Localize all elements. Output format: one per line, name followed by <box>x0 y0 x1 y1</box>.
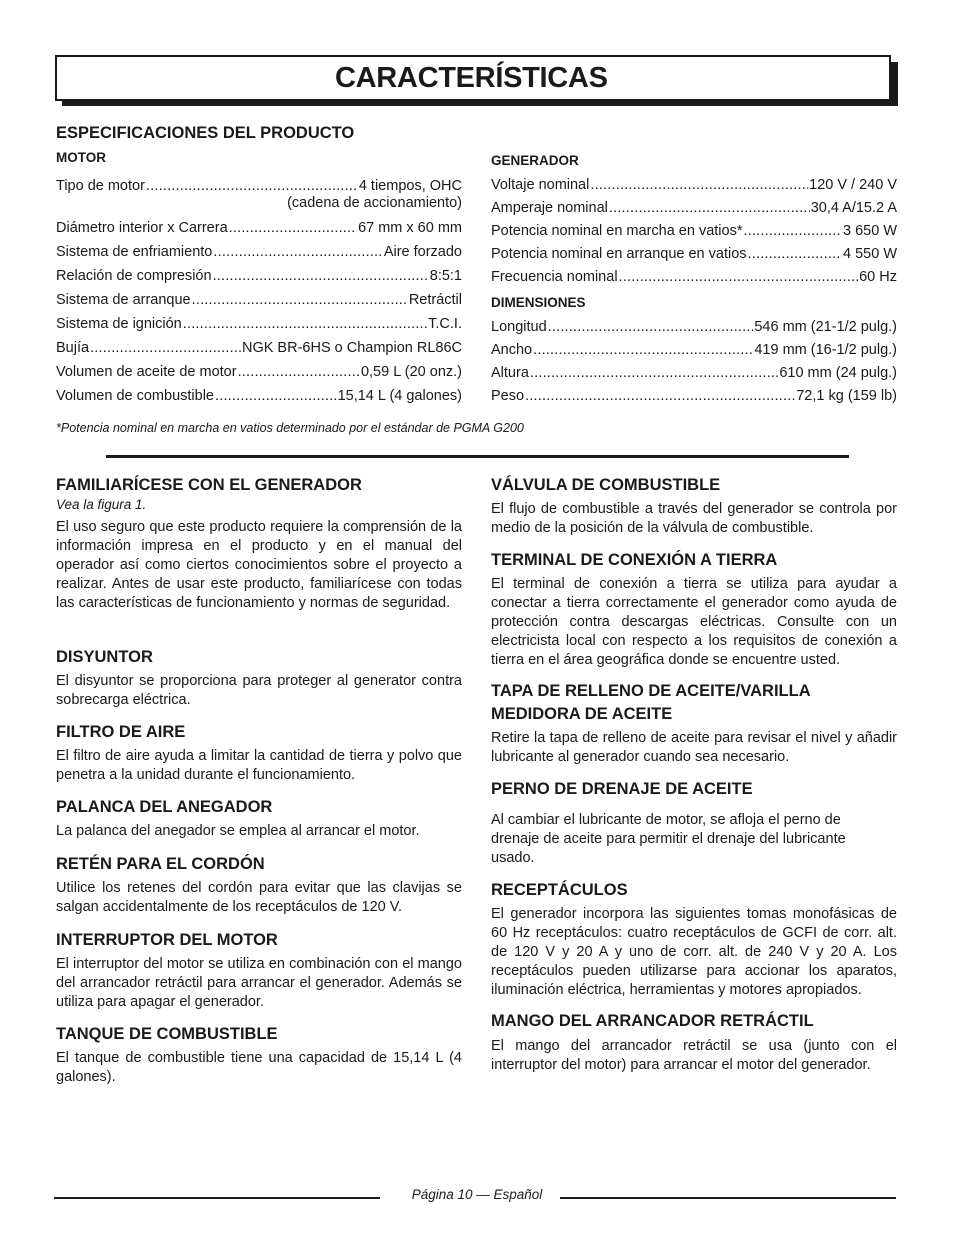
body-receptacles: El generador incorpora las siguientes tomas monofásicas de 60 Hz receptáculos: cuatro receptáculos de GCFI de corr. alt. de 120 V y 20 A y uno de corr. alt. de 240 V y 20 A. Los receptáculos pueden utilizarse para accionar los aparatos, iluminación eléctrica, herramientas y motores apropiados. <box>491 906 897 998</box>
spec-row-voltage <box>491 176 897 194</box>
heading-fuel-valve: VÁLVULA DE COMBUSTIBLE <box>491 476 721 494</box>
spec-value: 60 Hz <box>859 269 897 285</box>
heading-oil-fill-cap: TAPA DE RELLENO DE ACEITE/VARILLA MEDIDORA DE ACEITE <box>491 682 811 723</box>
spec-label: Amperaje nominal <box>491 200 608 216</box>
spec-value: NGK BR-6HS o Champion RL86C <box>241 340 462 356</box>
body-fuel-tank: El tanque de combustible tiene una capacidad de 15,14 L (4 galones). <box>56 1050 462 1085</box>
spec-value: 72,1 kg (159 lb) <box>796 388 897 404</box>
spec-row-weight <box>491 387 897 405</box>
spec-value: T.C.I. <box>428 316 462 332</box>
section-divider <box>106 455 849 458</box>
spec-value: 67 mm x 60 mm <box>358 220 462 236</box>
spec-value: Retráctil <box>408 292 462 308</box>
spec-label: Sistema de arranque <box>56 292 191 308</box>
spec-value: 30,4 A/15.2 A <box>810 200 897 216</box>
spec-row-amperage <box>491 199 897 217</box>
heading-oil-drain-bolt: PERNO DE DRENAJE DE ACEITE <box>491 780 753 798</box>
body-engine-switch: El interruptor del motor se utiliza en combinación con el mango del arrancador retráctil para arrancar el generador. Además se utiliza para apagar el generador. <box>56 956 462 1010</box>
spec-label: Longitud <box>491 319 547 335</box>
spec-value: 546 mm (21-1/2 pulg.) <box>754 319 897 335</box>
spec-label: Sistema de ignición <box>56 316 182 332</box>
spec-value: Aire forzado <box>383 244 462 260</box>
heading-circuit-breaker: DISYUNTOR <box>56 648 153 666</box>
body-fuel-valve: El flujo de combustible a través del generador se controla por medio de la posición de la válvula de combustible. <box>491 501 897 536</box>
spec-value: 4 550 W <box>843 246 897 262</box>
spec-row-starting-watts <box>491 245 897 263</box>
spec-row-frequency <box>491 268 897 286</box>
heading-ground-terminal: TERMINAL DE CONEXIÓN A TIERRA <box>491 551 778 569</box>
spec-label: Bujía <box>56 340 90 356</box>
spec-label: Peso <box>491 388 525 404</box>
spec-value: 3 650 W <box>843 223 897 239</box>
spec-row-running-watts <box>491 222 897 240</box>
spec-value: 610 mm (24 pulg.) <box>779 365 897 381</box>
spec-row-starting <box>56 291 462 309</box>
generator-heading: GENERADOR <box>491 153 579 168</box>
spec-label: Ancho <box>491 342 533 358</box>
spec-value: 8:5:1 <box>429 268 462 284</box>
specs-heading: ESPECIFICACIONES DEL PRODUCTO <box>56 124 355 142</box>
spec-row-height <box>491 364 897 382</box>
page-footer: Página 10 — Español <box>411 1187 543 1202</box>
spec-value: 4 tiempos, OHC <box>358 178 462 194</box>
spec-label: Potencia nominal en marcha en vatios* <box>491 223 743 239</box>
spec-row-compression <box>56 267 462 285</box>
heading-choke-lever: PALANCA DEL ANEGADOR <box>56 798 273 816</box>
spec-row-cooling <box>56 243 462 261</box>
spec-label: Relación de compresión <box>56 268 212 284</box>
spec-row-motor-type <box>56 177 462 195</box>
spec-value: 0,59 L (20 onz.) <box>360 364 462 380</box>
dimensions-heading: DIMENSIONES <box>491 295 586 310</box>
heading-familiarize: FAMILIARÍCESE CON EL GENERADOR <box>56 476 362 494</box>
spec-label: Potencia nominal en arranque en vatios <box>491 246 747 262</box>
spec-row-spark-plug <box>56 339 462 357</box>
page-title: CARACTERÍSTICAS <box>335 61 608 94</box>
spec-row-fuel-volume <box>56 387 462 405</box>
heading-engine-switch: INTERRUPTOR DEL MOTOR <box>56 931 278 949</box>
title-box <box>55 55 891 101</box>
body-ground-terminal: El terminal de conexión a tierra se utiliza para ayudar a conectar a tierra correctamente el generador como ayuda de protección contra descargas eléctricas. Consulte con un electricista local con respecto a los requisitos de conexión a tierra en el área geográfica donde se encuentre usted. <box>491 576 897 668</box>
spec-label: Volumen de aceite de motor <box>56 364 237 380</box>
spec-value: 120 V / 240 V <box>809 177 897 193</box>
spec-label: Diámetro interior x Carrera <box>56 220 228 236</box>
specs-footnote: *Potencia nominal en marcha en vatios determinado por el estándar de PGMA G200 <box>56 421 524 435</box>
spec-note: (cadena de accionamiento) <box>287 195 462 211</box>
heading-receptacles: RECEPTÁCULOS <box>491 881 628 899</box>
heading-air-filter: FILTRO DE AIRE <box>56 723 186 741</box>
body-oil-fill-cap: Retire la tapa de relleno de aceite para revisar el nivel y añadir lubricante al generador cuando sea necesario. <box>491 730 897 765</box>
spec-row-ignition <box>56 315 462 333</box>
body-familiarize: El uso seguro que este producto requiere la comprensión de la información impresa en el producto y en el manual del operador así como ciertos conocimientos sobre el proyecto a realizar. Antes de usar este producto, familiarícese con todas las características de funcionamiento y normas de seguridad. <box>56 519 462 611</box>
body-oil-drain-bolt: Al cambiar el lubricante de motor, se afloja el perno de drenaje de aceite para permitir el drenaje del lubricante usado. <box>491 812 846 866</box>
spec-label: Tipo de motor <box>56 178 145 194</box>
figure-reference: Vea la figura 1. <box>56 497 147 512</box>
spec-row-oil-volume <box>56 363 462 381</box>
spec-label: Volumen de combustible <box>56 388 214 404</box>
body-air-filter: El filtro de aire ayuda a limitar la cantidad de tierra y polvo que penetra a la unidad durante el funcionamiento. <box>56 748 462 783</box>
spec-label: Altura <box>491 365 529 381</box>
spec-row-width <box>491 341 897 359</box>
heading-recoil-handle: MANGO DEL ARRANCADOR RETRÁCTIL <box>491 1012 814 1030</box>
spec-label: Sistema de enfriamiento <box>56 244 213 260</box>
spec-value: 419 mm (16-1/2 pulg.) <box>754 342 897 358</box>
spec-value: 15,14 L (4 galones) <box>337 388 462 404</box>
spec-row-length <box>491 318 897 336</box>
body-choke-lever: La palanca del anegador se emplea al arrancar el motor. <box>56 823 420 839</box>
spec-label: Voltaje nominal <box>491 177 590 193</box>
motor-heading: MOTOR <box>56 150 106 165</box>
heading-cord-retainer: RETÉN PARA EL CORDÓN <box>56 855 265 873</box>
body-circuit-breaker: El disyuntor se proporciona para proteger al generator contra sobrecarga eléctrica. <box>56 673 462 708</box>
heading-fuel-tank: TANQUE DE COMBUSTIBLE <box>56 1025 278 1043</box>
body-recoil-handle: El mango del arrancador retráctil se usa (junto con el interruptor del motor) para arrancar el motor del generador. <box>491 1038 897 1073</box>
body-cord-retainer: Utilice los retenes del cordón para evitar que las clavijas se salgan accidentalmente de los receptáculos de 120 V. <box>56 880 462 915</box>
spec-label: Frecuencia nominal <box>491 269 618 285</box>
spec-row-bore <box>56 219 462 237</box>
